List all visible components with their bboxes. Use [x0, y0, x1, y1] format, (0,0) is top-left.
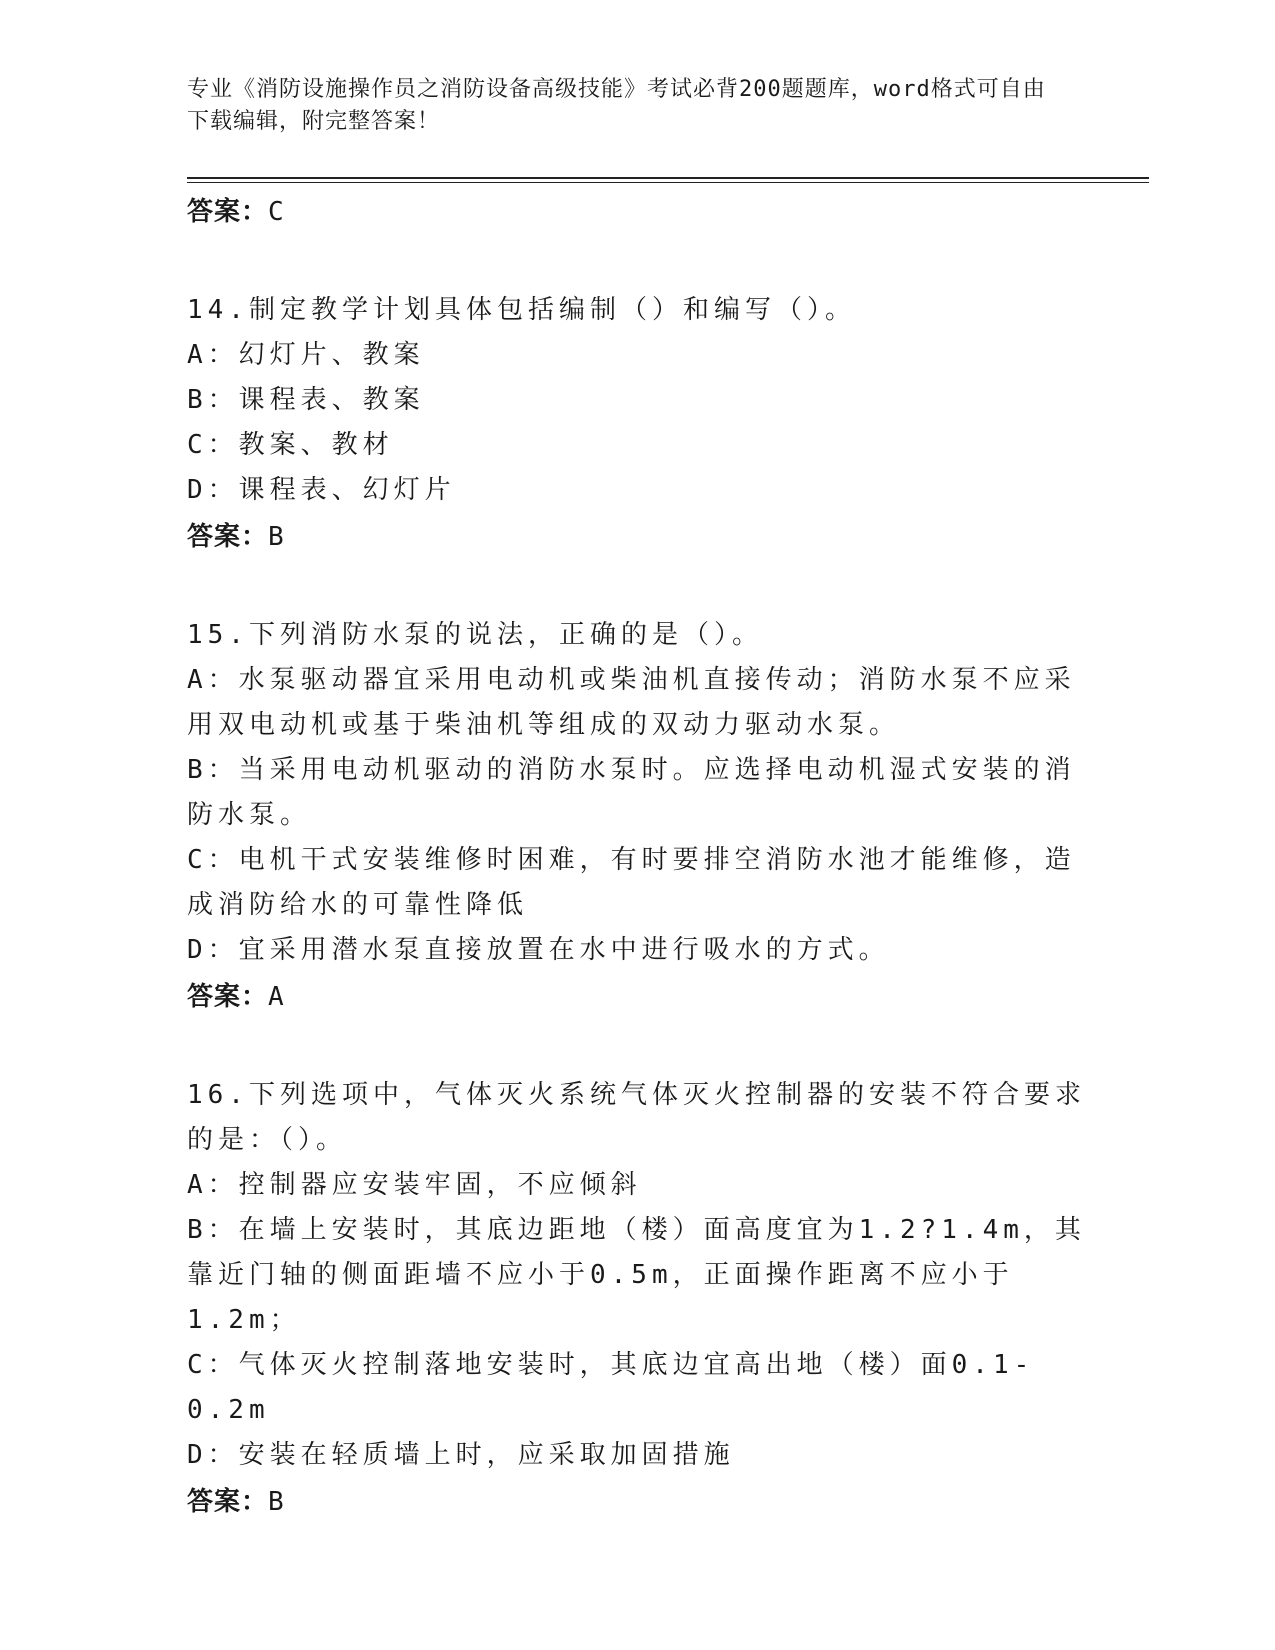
answer-line	[187, 1480, 1087, 1524]
answer-line	[187, 515, 1087, 559]
document-body	[187, 190, 1087, 1524]
option-d: D：宜采用潜水泵直接放置在水中进行吸水的方式。	[187, 935, 890, 965]
answer-value: A	[268, 982, 285, 1012]
header-divider-thin	[187, 182, 1149, 183]
header-divider	[187, 177, 1149, 179]
question-16	[187, 1073, 1087, 1524]
option-b: B：课程表、教案	[187, 385, 425, 415]
document-header: 专业《消防设施操作员之消防设备高级技能》考试必背200题题库，word格式可自由下载编辑，附完整答案！	[187, 77, 1046, 134]
option-c: C：教案、教材	[187, 430, 394, 460]
question-stem: 14.制定教学计划具体包括编制（）和编写（）。	[187, 295, 856, 325]
answer-label: 答案：	[187, 197, 269, 227]
answer-line	[187, 190, 1087, 234]
option-c: C：电机干式安装维修时困难，有时要排空消防水池才能维修，造成消防给水的可靠性降低	[187, 845, 1076, 920]
answer-value: B	[268, 522, 285, 552]
option-a: A：幻灯片、教案	[187, 340, 425, 370]
answer-line	[187, 975, 1087, 1019]
answer-label: 答案：	[187, 1487, 269, 1517]
answer-label: 答案：	[187, 522, 269, 552]
answer-value: C	[268, 197, 285, 227]
question-14	[187, 288, 1087, 559]
option-a: A：水泵驱动器宜采用电动机或柴油机直接传动；消防水泵不应采用双电动机或基于柴油机等组成的双动力驱动水泵。	[187, 665, 1076, 740]
option-b: B：当采用电动机驱动的消防水泵时。应选择电动机湿式安装的消防水泵。	[187, 755, 1076, 830]
option-a: A：控制器应安装牢固，不应倾斜	[187, 1170, 642, 1200]
option-c: C：气体灭火控制落地安装时，其底边宜高出地（楼）面0.1-0.2m	[187, 1350, 1035, 1425]
option-d: D：课程表、幻灯片	[187, 475, 456, 505]
option-b: B：在墙上安装时，其底边距地（楼）面高度宜为1.2?1.4m，其靠近门轴的侧面距墙不应小于0.5m，正面操作距离不应小于1.2m；	[187, 1215, 1086, 1335]
answer-value: B	[268, 1487, 285, 1517]
question-stem: 15.下列消防水泵的说法，正确的是（）。	[187, 620, 763, 650]
answer-label: 答案：	[187, 982, 269, 1012]
option-d: D：安装在轻质墙上时，应采取加固措施	[187, 1440, 735, 1470]
question-15	[187, 613, 1087, 1019]
question-stem: 16.下列选项中，气体灭火系统气体灭火控制器的安装不符合要求的是：（）。	[187, 1080, 1086, 1155]
